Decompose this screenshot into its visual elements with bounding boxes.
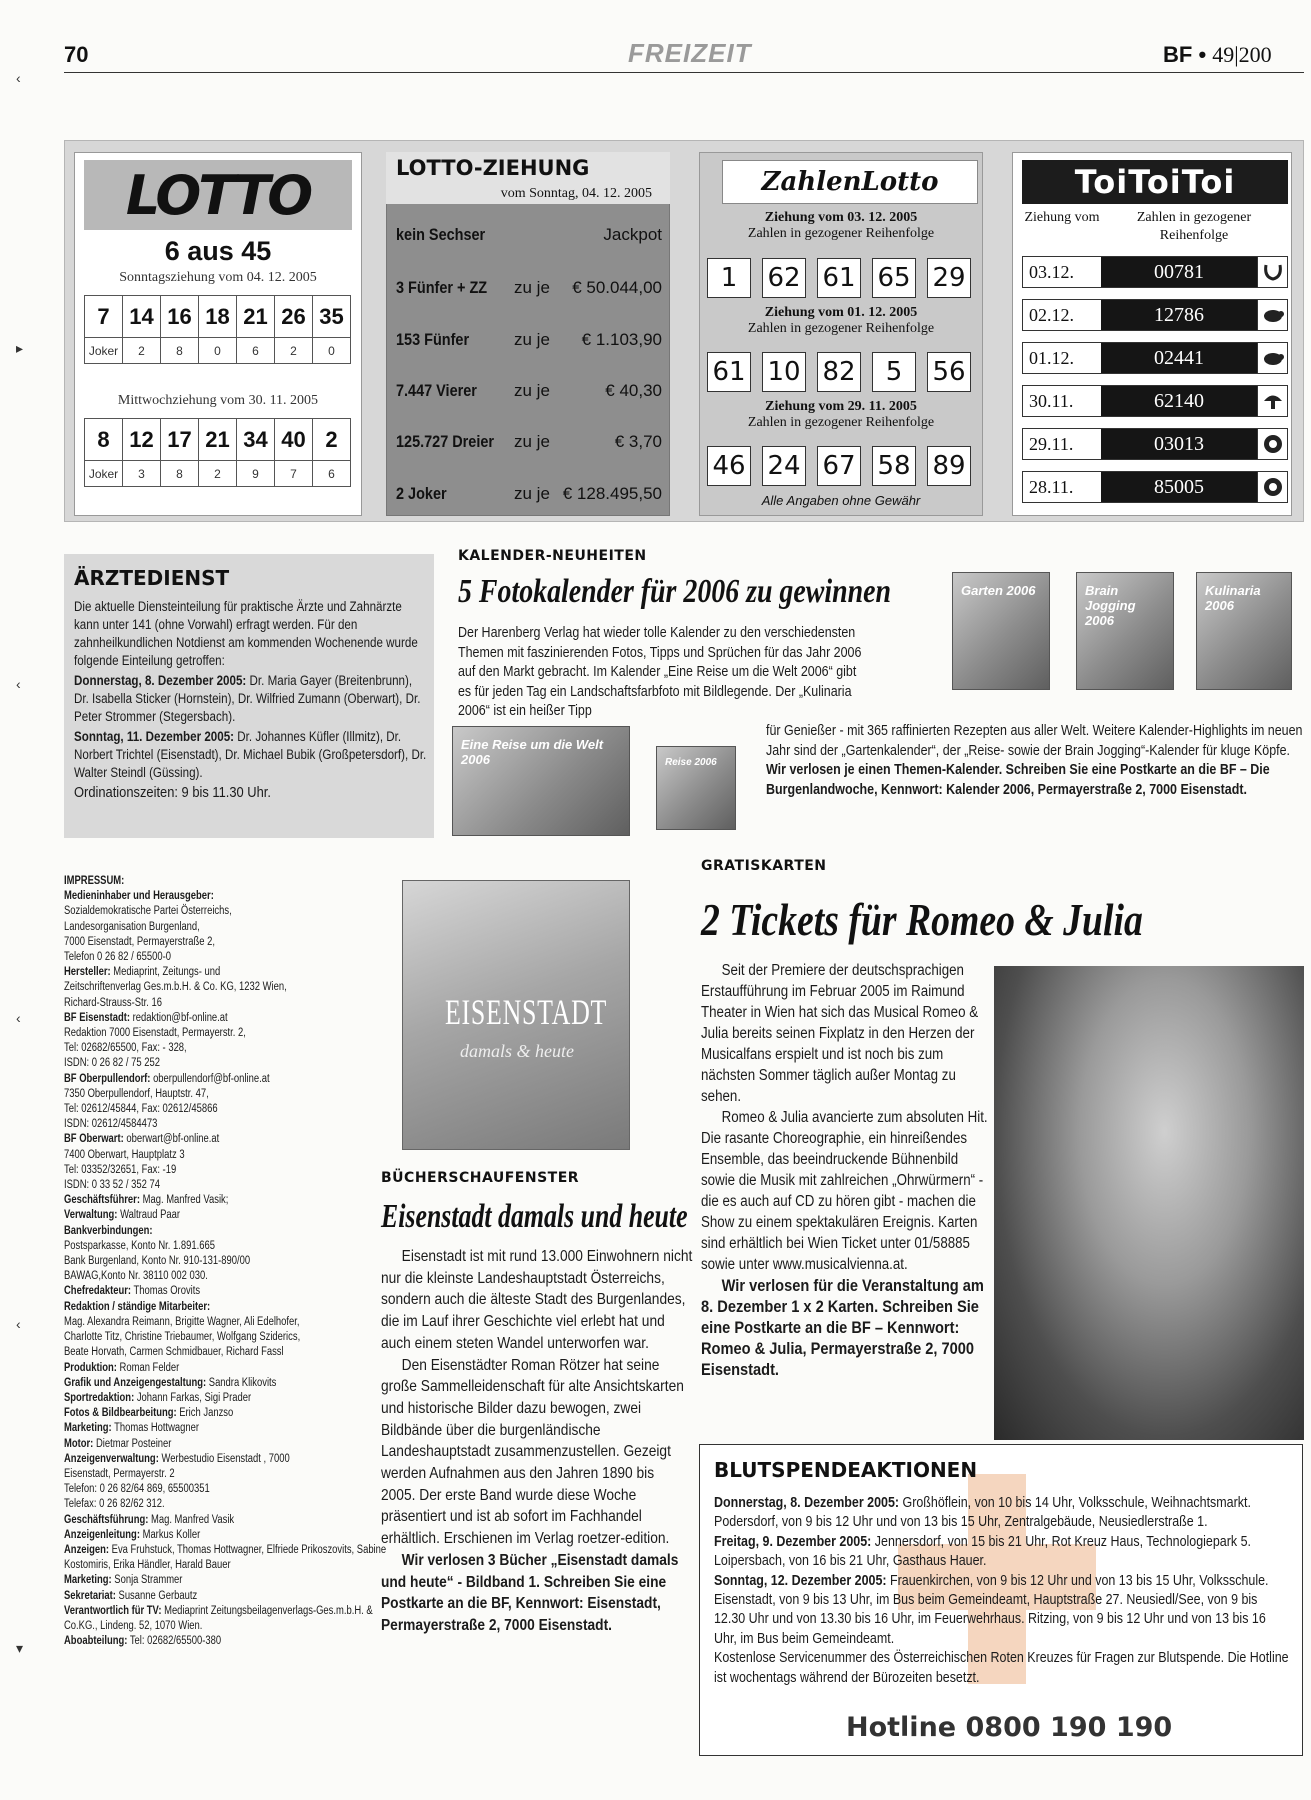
margin-mark: ‹	[16, 70, 21, 86]
impressum-line: Verantwortlich für TV: Mediaprint Zeitungsbeilagenverlags-Ges.m.b.H. & Co.KG., Lindeng. 52, 1070 Wien.	[64, 1604, 373, 1632]
prize-amount: € 50.044,00	[572, 278, 662, 297]
draw-number: 12786	[1101, 300, 1257, 330]
joker-cell: 8	[161, 461, 199, 487]
hotline	[846, 1712, 1172, 1743]
book-cover-title: EISENSTADT	[445, 992, 608, 1032]
impressum-line: Chefredakteur: Thomas Orovits	[64, 1285, 201, 1298]
draw-date: 28.11.	[1023, 472, 1101, 502]
lotto-draw2-numbers	[85, 419, 351, 461]
arztedienst-day1: Donnerstag, 8. Dezember 2005: Dr. Maria Gayer (Breitenbrunn), Dr. Isabella Sticker (Hornstein), Dr. Wilfried Zumann (Oberwart), Dr. Peter Strommer (Stegersbach).	[74, 673, 421, 724]
draw-date: Ziehung vom 01. 12. 2005	[764, 305, 918, 320]
header-rule	[64, 72, 1304, 73]
romeo-headline: 2 Tickets für Romeo & Julia	[701, 894, 1143, 945]
toitoitoi-col2-header: Zahlen in gezogener Reihenfolge	[1136, 210, 1252, 243]
impressum-line: Hersteller: Mediaprint, Zeitungs- und	[64, 966, 221, 979]
prize-tier: 3 Fünfer + ZZ	[396, 278, 488, 297]
number-cell: 21	[199, 419, 237, 461]
draw-number: 00781	[1101, 257, 1257, 287]
arztedienst-title: ÄRZTEDIENST	[74, 566, 230, 590]
mushroom-icon	[1257, 386, 1287, 416]
zahlenlotto-number: 10	[762, 352, 806, 392]
zahlenlotto-number: 62	[762, 258, 806, 298]
blutspende-day: Freitag, 9. Dezember 2005: Jennersdorf, von 15 bis 21 Uhr, Rot Kreuz Haus, Technologiepark 5. Loipersbach, von 16 bis 21 Uhr, Gasthaus Hauer.	[714, 1533, 1251, 1570]
joker-cell: 6	[313, 461, 351, 487]
impressum-line: BF Oberpullendorf: oberpullendorf@bf-online.at	[64, 1072, 270, 1085]
impressum-line: Geschäftsführer: Mag. Manfred Vasik;	[64, 1194, 229, 1207]
joker-cell: 9	[237, 461, 275, 487]
impressum-line: Tel: 02682/65500, Fax: - 328,	[64, 1042, 187, 1055]
romeo-contest: Wir verlosen für die Veranstaltung am 8. Dezember 1 x 2 Karten. Schreiben Sie eine Postkarte an die BF – Kennwort: Romeo & Julia, Permayerstraße 2, 7000 Eisenstadt.	[701, 1276, 984, 1379]
kalender-product-image: Garten 2006	[952, 572, 1050, 690]
prize-zuje: zu je	[514, 432, 550, 451]
draw-number: 85005	[1101, 472, 1257, 502]
kalender-body1: Der Harenberg Verlag hat wieder tolle Kalender zu den verschiedensten Themen mit faszinierenden Fotos, Tipps und Sprüchen für das Jahr 2006 auf den Markt gebracht. Im Kalender „Eine Reise um die Welt 2006“ gibt es für jeden Tag ein Landschaftsfarbfoto mit Bildlegende. Der „Kulinaria 2006“ ist ein heißer Tipp	[458, 625, 862, 719]
impressum-line: Landesorganisation Burgenland,	[64, 920, 200, 933]
zahlenlotto-draw-heading	[699, 210, 983, 242]
zahlenlotto-number: 89	[927, 446, 971, 486]
prize-row	[396, 432, 662, 452]
impressum-line: Redaktion 7000 Eisenstadt, Permayerstr. 2,	[64, 1027, 246, 1040]
prize-amount: € 128.495,50	[562, 484, 662, 503]
prize-row	[396, 225, 662, 245]
zahlenlotto-number: 1	[707, 258, 751, 298]
impressum-line: Tel: 03352/32651, Fax: -19	[64, 1163, 177, 1176]
blutspende-day: Sonntag, 12. Dezember 2005: Frauenkirchen, von 9 bis 12 Uhr und von 13 bis 15 Uhr, Volksschule. Eisenstadt, von 9 bis 13 Uhr, im Bus beim Gemeindeamt, Hauptstraße 27. Neusiedl/See, von 9 bis 12.30 Uhr und von 13.30 bis 16 Uhr, im Feuerwehrhaus. Ritzing, von 9 bis 12 Uhr und von 13 bis 16 Uhr, im Bus beim Gemeindeamt.	[714, 1572, 1269, 1647]
masthead-bf: BF	[1163, 42, 1193, 67]
buch-paragraph: Den Eisenstädter Roman Rötzer hat seine große Sammelleidenschaft für alte Ansichtskarten und historische Bilder dazu bewogen, zwei Bildbände über die burgenländische Landeshauptstadt zusammenzustellen. Gezeigt werden Aufnahmen aus den Jahren 1890 bis 2005. Der erste Band wurde diese Woche präsentiert und ist ab sofort im Fachhandel erhältlich. Erschienen im Verlag roetzer-edition.	[381, 1356, 684, 1548]
joker-cell: 0	[313, 338, 351, 364]
margin-mark: ▾	[16, 1640, 24, 1656]
zahlenlotto-number: 56	[927, 352, 971, 392]
impressum-line: Verwaltung: Waltraud Paar	[64, 1209, 181, 1222]
romeo-kicker: GRATISKARTEN	[701, 858, 827, 874]
zahlenlotto-disclaimer: Alle Angaben ohne Gewähr	[761, 493, 921, 508]
lotto-subtitle: 6 aus 45	[164, 236, 272, 266]
buch-contest: Wir verlosen 3 Bücher „Eisenstadt damals und heute“ - Bildband 1. Schreiben Sie eine Postkarte an die BF, Kennwort: Eisenstadt, Permayerstraße 2, 7000 Eisenstadt.	[381, 1551, 679, 1634]
zahlenlotto-number: 58	[872, 446, 916, 486]
romeo-body	[701, 960, 993, 1380]
joker-cell: 7	[275, 461, 313, 487]
lotto-draw1-date: Sonntagsziehung vom 04. 12. 2005	[119, 270, 317, 285]
impressum-line: Redaktion / ständige Mitarbeiter:	[64, 1300, 211, 1313]
zahlenlotto-number: 61	[707, 352, 751, 392]
zahlenlotto-logo: ZahlenLotto	[722, 160, 978, 204]
joker-cell: 6	[237, 338, 275, 364]
impressum-line: Fotos & Bildbearbeitung: Erich Janzso	[64, 1407, 234, 1420]
impressum-line: Beate Horvath, Carmen Schmidbauer, Richard Fassl	[64, 1346, 284, 1359]
impressum-line: Anzeigenverwaltung: Werbestudio Eisenstadt , 7000	[64, 1452, 290, 1465]
chimney-sweep-icon	[1257, 429, 1287, 459]
number-cell: 40	[275, 419, 313, 461]
number-cell: 7	[85, 296, 123, 338]
number-cell: 35	[313, 296, 351, 338]
kalender-contest: Wir verlosen je einen Themen-Kalender. Schreiben Sie eine Postkarte an die BF – Die Burgenlandwoche, Kennwort: Kalender 2006, Permayerstraße 2, 7000 Eisenstadt.	[766, 762, 1270, 798]
impressum-line: Postsparkasse, Konto Nr. 1.891.665	[64, 1239, 215, 1252]
lotto-logo: LOTTO	[84, 160, 352, 230]
arztedienst-day2: Sonntag, 11. Dezember 2005: Dr. Johannes Küfler (Illmitz), Dr. Norbert Trichtel (Eisenstadt), Dr. Michael Bubik (Großpetersdorf), Dr. Walter Steindl (Güssing).	[74, 729, 427, 780]
lotto-draw2-table	[84, 418, 351, 487]
page-number: 70	[64, 42, 89, 67]
prize-zuje: zu je	[514, 330, 550, 349]
draw-date: 30.11.	[1023, 386, 1101, 416]
prize-zuje: zu je	[514, 484, 550, 503]
horseshoe-icon	[1257, 257, 1287, 287]
prize-tier: kein Sechser	[396, 225, 486, 244]
blutspende-service: Kostenlose Servicenummer des Österreichischen Roten Kreuzes für Fragen zur Blutspende. Die Hotline ist wochentags während der Bürozeiten besetzt.	[714, 1650, 1289, 1686]
impressum-line: ISDN: 02612/4584473	[64, 1118, 158, 1131]
arztedienst-body	[74, 598, 427, 802]
zahlenlotto-number: 67	[817, 446, 861, 486]
joker-cell: Joker	[85, 461, 123, 487]
prize-amount: € 40,30	[605, 381, 662, 400]
zahlenlotto-number: 65	[872, 258, 916, 298]
zahlenlotto-draw-heading	[699, 399, 983, 431]
prize-tier: 2 Joker	[396, 484, 447, 503]
joker-cell: 2	[275, 338, 313, 364]
toitoitoi-row	[1022, 256, 1288, 288]
number-cell: 14	[123, 296, 161, 338]
masthead-issue: 49|200	[1212, 42, 1272, 67]
impressum-line: BF Eisenstadt: redaktion@bf-online.at	[64, 1011, 228, 1024]
prize-tier: 153 Fünfer	[396, 330, 470, 349]
zahlenlotto-number: 24	[762, 446, 806, 486]
impressum-line: Anzeigen: Eva Fruhstuck, Thomas Hottwagner, Elfriede Prikoszovits, Sabine Kostomiris, Erika Händler, Harald Bauer	[64, 1543, 387, 1572]
prize-amount: € 1.103,90	[581, 330, 662, 349]
impressum-line: Anzeigenleitung: Markus Koller	[64, 1528, 201, 1541]
number-cell: 18	[199, 296, 237, 338]
prize-zuje: zu je	[514, 278, 550, 297]
joker-cell: 2	[123, 338, 161, 364]
pig-icon	[1257, 343, 1287, 373]
buch-body	[381, 1246, 692, 1637]
draw-date: Ziehung vom 29. 11. 2005	[765, 399, 917, 414]
prize-tier: 125.727 Dreier	[396, 432, 495, 451]
lotto-draw1-table	[84, 295, 351, 364]
margin-mark: ‹	[16, 1316, 21, 1332]
hotline-number: 0800 190 190	[965, 1712, 1173, 1743]
lotto-ziehung-subtitle: vom Sonntag, 04. 12. 2005	[500, 186, 652, 201]
prize-row	[396, 330, 662, 350]
joker-cell: 8	[161, 338, 199, 364]
lotto-draw2-date: Mittwochziehung vom 30. 11. 2005	[117, 393, 319, 408]
joker-cell: 3	[123, 461, 161, 487]
draw-note: Zahlen in gezogener Reihenfolge	[747, 321, 935, 336]
hotline-label: Hotline	[846, 1712, 957, 1743]
impressum-line: 7350 Oberpullendorf, Hauptstr. 47,	[64, 1087, 209, 1100]
toitoitoi-row	[1022, 428, 1288, 460]
impressum-line: ISDN: 0 26 82 / 75 252	[64, 1057, 160, 1070]
book-cover-image	[402, 880, 630, 1150]
romeo-julia-photo	[994, 966, 1304, 1440]
impressum-line: Tel: 02612/45844, Fax: 02612/45866	[64, 1103, 218, 1116]
impressum-line: 7000 Eisenstadt, Permayerstraße 2,	[64, 935, 215, 948]
zahlenlotto-number: 61	[817, 258, 861, 298]
romeo-paragraph: Romeo & Julia avancierte zum absoluten Hit. Die rasante Choreographie, ein hinreißendes Ensemble, das beeindruckende Bühnenbild sowie die Musik mit zahlreichen „Ohrwürmern“ - die es auch auf CD zu hören gibt - machen die Show zu einem spektakulären Ereignis. Karten sind erhältlich bei Wien Ticket unter 01/58885 sowie unter www.musicalvienna.at.	[701, 1109, 988, 1273]
toitoitoi-logo: ToiToiToi	[1022, 160, 1288, 204]
draw-number: 62140	[1101, 386, 1257, 416]
prize-amount: € 3,70	[614, 432, 662, 451]
impressum-line: Eisenstadt, Permayerstr. 2	[64, 1467, 175, 1480]
impressum-line: Telefon 0 26 82 / 65500-0	[64, 951, 171, 964]
margin-mark: ▸	[16, 340, 24, 356]
kalender-product-image: Kulinaria 2006	[1196, 572, 1292, 690]
joker-cell: 0	[199, 338, 237, 364]
impressum-line: Marketing: Thomas Hottwagner	[64, 1422, 200, 1435]
buch-kicker: BÜCHERSCHAUFENSTER	[381, 1170, 580, 1186]
impressum-line: Bank Burgenland, Konto Nr. 910-131-890/00	[64, 1255, 251, 1268]
impressum-line: Bankverbindungen:	[64, 1224, 153, 1237]
number-cell: 2	[313, 419, 351, 461]
impressum-line: BAWAG,Konto Nr. 38110 002 030.	[64, 1270, 208, 1283]
impressum-line: Grafik und Anzeigengestaltung: Sandra Klikovits	[64, 1376, 277, 1389]
prize-tier: 7.447 Vierer	[396, 381, 477, 400]
pig-icon	[1257, 300, 1287, 330]
number-cell: 17	[161, 419, 199, 461]
kalender-kicker: KALENDER-NEUHEITEN	[458, 548, 647, 564]
impressum-line: Telefax: 0 26 82/62 312.	[64, 1498, 165, 1511]
toitoitoi-row	[1022, 385, 1288, 417]
impressum-line: 7400 Oberwart, Hauptplatz 3	[64, 1148, 185, 1161]
impressum-line: Geschäftsführung: Mag. Manfred Vasik	[64, 1513, 235, 1526]
toitoitoi-col1-header: Ziehung vom	[1024, 210, 1100, 225]
impressum-line: Aboabteilung: Tel: 02682/65500-380	[64, 1635, 222, 1648]
prize-amount: Jackpot	[603, 225, 662, 244]
masthead-dot: •	[1198, 42, 1207, 67]
kalender-body2: für Genießer - mit 365 raffinierten Rezepten aus aller Welt. Weitere Kalender-Highlights im neuen Jahr sind der „Gartenkalender“, der „Reise- sowie der Brain Jogging“-Kalender für kluge Köpfe. Wir verlosen je einen Themen-Kalender. Schreiben Sie eine Postkarte an die BF – Die Burgenlandwoche, Kennwort: Kalender 2006, Permayerstraße 2, 7000 Eisenstadt.	[766, 723, 1303, 798]
blutspende-title: BLUTSPENDEAKTIONEN	[714, 1458, 978, 1482]
impressum-line: Charlotte Titz, Christine Triebaumer, Wolfgang Sziderics,	[64, 1331, 301, 1344]
lotto-draw1-numbers	[85, 296, 351, 338]
draw-note: Zahlen in gezogener Reihenfolge	[747, 226, 935, 241]
number-cell: 12	[123, 419, 161, 461]
number-cell: 16	[161, 296, 199, 338]
margin-mark: ‹	[16, 676, 21, 692]
toitoitoi-panel	[1012, 152, 1292, 516]
impressum-line: Produktion: Roman Felder	[64, 1361, 180, 1374]
draw-date: 03.12.	[1023, 257, 1101, 287]
kalender-product-image: Brain Jogging 2006	[1076, 572, 1174, 690]
lotto-draw1-joker	[85, 338, 351, 364]
impressum-line: Medieninhaber und Herausgeber:	[64, 890, 214, 903]
impressum-line: Marketing: Sonja Strammer	[64, 1574, 183, 1587]
kalender-product-image: Reise 2006	[656, 746, 736, 830]
zahlenlotto-number: 29	[927, 258, 971, 298]
book-cover-subtitle: damals & heute	[460, 1041, 574, 1061]
prize-row	[396, 381, 662, 401]
arztedienst-hours: Ordinationszeiten: 9 bis 11.30 Uhr.	[74, 784, 271, 801]
masthead	[1163, 42, 1272, 68]
buch-paragraph: Eisenstadt ist mit rund 13.000 Einwohnern nicht nur die kleinste Landeshauptstadt Österreichs, sondern auch die älteste Stadt des Burgenlandes, die im Lauf ihrer Geschichte viel erlebt hat und auch einem steten Wandel unterworfen war.	[381, 1248, 693, 1352]
impressum-line: Sozialdemokratische Partei Österreichs,	[64, 905, 232, 918]
section-title: FREIZEIT	[628, 38, 752, 68]
joker-cell: 2	[199, 461, 237, 487]
draw-note: Zahlen in gezogener Reihenfolge	[747, 415, 935, 430]
draw-date: 01.12.	[1023, 343, 1101, 373]
toitoitoi-row	[1022, 471, 1288, 503]
zahlenlotto-number: 82	[817, 352, 861, 392]
number-cell: 34	[237, 419, 275, 461]
impressum	[64, 874, 408, 1649]
impressum-line: Telefon: 0 26 82/64 869, 65500351	[64, 1483, 210, 1496]
impressum-line: ISDN: 0 33 52 / 352 74	[64, 1179, 160, 1192]
prize-zuje	[514, 225, 562, 245]
blutspende-day: Donnerstag, 8. Dezember 2005: Großhöflein, von 10 bis 14 Uhr, Volksschule, Weihnachtsmarkt. Podersdorf, von 9 bis 12 Uhr und von 13 bis 15 Uhr, Zentralgebäude, Neusiedlerstraße 1.	[714, 1495, 1251, 1531]
lotto-ziehung-title: LOTTO-ZIEHUNG	[396, 156, 590, 180]
arztedienst-intro: Die aktuelle Diensteinteilung für praktische Ärzte und Zahnärzte kann unter 141 (ohne Vorwahl) erfragt werden. Für den zahnheilkundlichen Notdienst am kommenden Wochenende wurde folgende Einteilung getroffen:	[74, 599, 418, 668]
toitoitoi-row	[1022, 342, 1288, 374]
impressum-line: Sekretariat: Susanne Gerbautz	[64, 1589, 198, 1602]
chimney-sweep-icon	[1257, 472, 1287, 502]
number-cell: 21	[237, 296, 275, 338]
prize-row	[396, 278, 662, 298]
prize-zuje: zu je	[514, 381, 550, 400]
kalender-product-image: Eine Reise um die Welt 2006	[452, 726, 630, 836]
prize-row	[396, 484, 662, 504]
blutspende-body	[714, 1494, 1292, 1688]
draw-number: 03013	[1101, 429, 1257, 459]
impressum-line: Motor: Dietmar Posteiner	[64, 1437, 172, 1450]
margin-mark: ‹	[16, 1010, 21, 1026]
number-cell: 26	[275, 296, 313, 338]
buch-headline: Eisenstadt damals und heute	[381, 1198, 688, 1235]
toitoitoi-row	[1022, 299, 1288, 331]
impressum-line: BF Oberwart: oberwart@bf-online.at	[64, 1133, 220, 1146]
draw-number: 02441	[1101, 343, 1257, 373]
impressum-line: Richard-Strauss-Str. 16	[64, 996, 163, 1009]
impressum-line: Mag. Alexandra Reimann, Brigitte Wagner, Ali Edelhofer,	[64, 1315, 300, 1328]
impressum-line: Zeitschriftenverlag Ges.m.b.H. & Co. KG, 1232 Wien,	[64, 981, 287, 994]
number-cell: 8	[85, 419, 123, 461]
lotto-draw2-joker	[85, 461, 351, 487]
zahlenlotto-draw-heading	[699, 305, 983, 337]
impressum-line: Sportredaktion: Johann Farkas, Sigi Prader	[64, 1391, 252, 1404]
draw-date: 02.12.	[1023, 300, 1101, 330]
draw-date: Ziehung vom 03. 12. 2005	[764, 210, 918, 225]
draw-date: 29.11.	[1023, 429, 1101, 459]
joker-cell: Joker	[85, 338, 123, 364]
romeo-paragraph: Seit der Premiere der deutschsprachigen Erstaufführung im Februar 2005 im Raimund Theater in Wien hat sich das Musical Romeo & Julia bereits seinen Fixplatz in den Herzen der Musicalfans erspielt und ist noch bis zum nächsten Sommer täglich außer Montag zu sehen.	[701, 962, 979, 1105]
zahlenlotto-number: 5	[872, 352, 916, 392]
kalender-headline: 5 Fotokalender für 2006 zu gewinnen	[458, 573, 891, 610]
zahlenlotto-number: 46	[707, 446, 751, 486]
impressum-line: IMPRESSUM:	[64, 875, 125, 887]
